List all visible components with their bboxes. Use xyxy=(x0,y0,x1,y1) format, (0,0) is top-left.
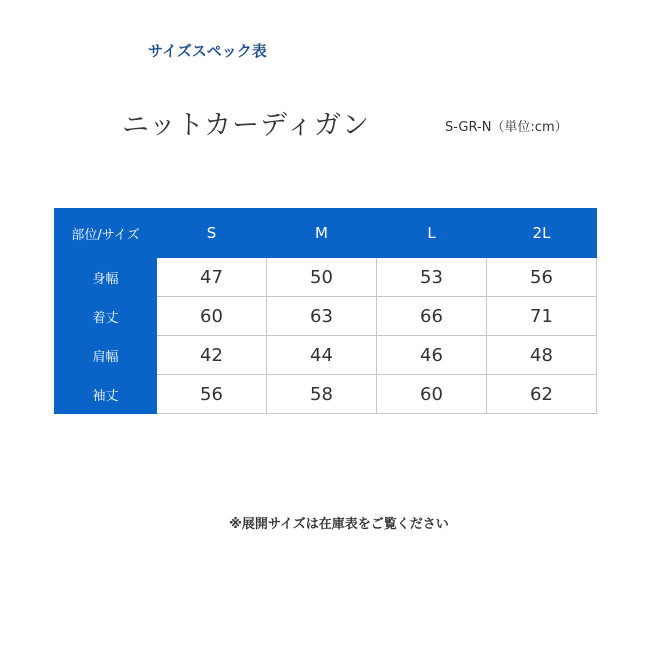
row-label-sleeve-length: 袖丈 xyxy=(55,375,157,414)
row-label-chest-width: 身幅 xyxy=(55,258,157,297)
table-cell: 50 xyxy=(267,258,377,297)
table-header-row xyxy=(55,209,597,258)
table-cell: 71 xyxy=(487,297,597,336)
table-cell: 62 xyxy=(487,375,597,414)
table-cell: 60 xyxy=(377,375,487,414)
table-cell: 63 xyxy=(267,297,377,336)
size-header-2l: 2L xyxy=(487,209,597,258)
table-cell: 53 xyxy=(377,258,487,297)
page-heading: サイズスペック表 xyxy=(148,42,267,60)
table-cell: 58 xyxy=(267,375,377,414)
size-header-m: M xyxy=(267,209,377,258)
table-row xyxy=(55,297,597,336)
table-cell: 56 xyxy=(157,375,267,414)
table-cell: 47 xyxy=(157,258,267,297)
table-row xyxy=(55,336,597,375)
size-spec-table xyxy=(54,208,597,414)
row-label-shoulder-width: 肩幅 xyxy=(55,336,157,375)
footnote: ※展開サイズは在庫表をご覧ください xyxy=(229,517,449,532)
size-header-l: L xyxy=(377,209,487,258)
table-cell: 46 xyxy=(377,336,487,375)
product-name: ニットカーディガン xyxy=(122,110,370,141)
table-cell: 60 xyxy=(157,297,267,336)
corner-label: 部位/サイズ xyxy=(55,209,157,258)
table-cell: 66 xyxy=(377,297,487,336)
table-cell: 56 xyxy=(487,258,597,297)
product-code: S-GR-N（単位:cm） xyxy=(445,120,568,135)
table-cell: 48 xyxy=(487,336,597,375)
row-label-length: 着丈 xyxy=(55,297,157,336)
size-header-s: S xyxy=(157,209,267,258)
table-row xyxy=(55,375,597,414)
table-cell: 44 xyxy=(267,336,377,375)
table-cell: 42 xyxy=(157,336,267,375)
table-row xyxy=(55,258,597,297)
